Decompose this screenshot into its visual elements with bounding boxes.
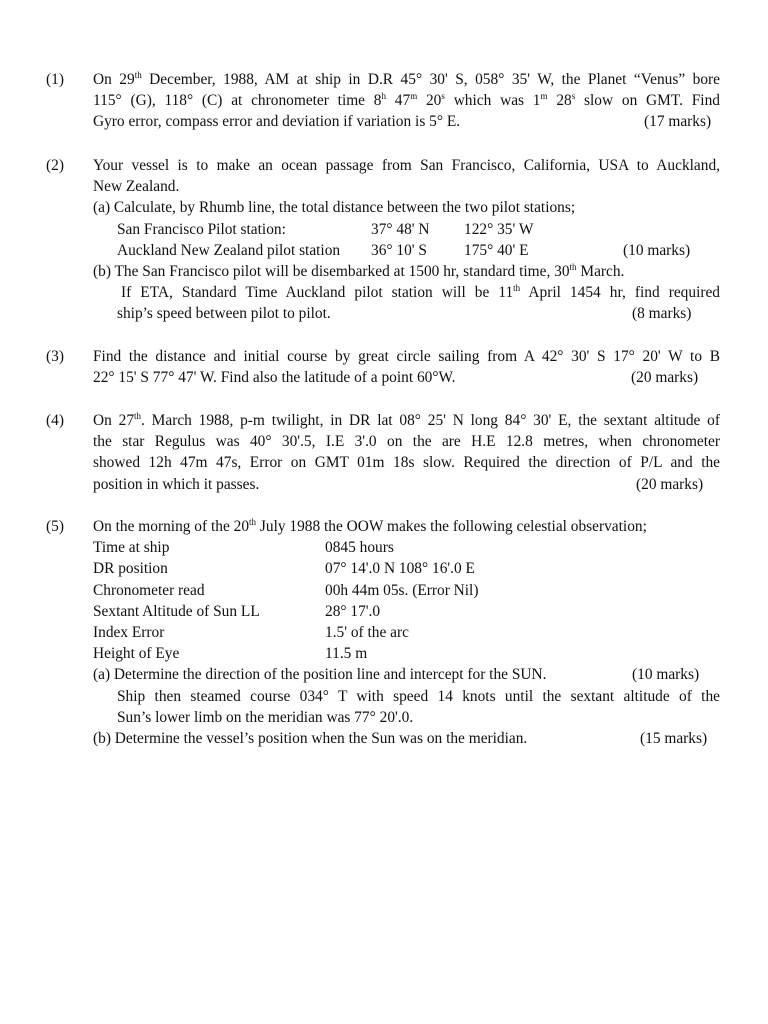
- text-line: Find the distance and initial course by great circle sailing from A 42° 30' S 17° 20' W to B: [93, 348, 720, 365]
- text-line: position in which it passes. (20 marks): [93, 474, 720, 495]
- text-line: Your vessel is to make an ocean passage from San Francisco, California, USA to Auckland,: [93, 157, 720, 174]
- text-line: 115° (G), 118° (C) at chronometer time 8$^h$ 47$^m$ 20$^s$ which was 1$^m$ 28$^s$ slow on GMT. Find: [93, 91, 720, 110]
- pilot-station-row: Auckland New Zealand pilot station 36° 10' S 175° 40' E (10 marks): [93, 240, 720, 261]
- text-line: On 29th December, 1988, AM at ship in D.R 45° 30' S, 058° 35' W, the Planet “Venus” bore: [93, 70, 720, 88]
- observation-row: Height of Eye 11.5 m: [93, 645, 368, 663]
- marks: (15 marks): [640, 729, 708, 747]
- question-number: (5): [46, 518, 64, 535]
- text-line: ship’s speed between pilot to pilot. (8 marks): [93, 303, 720, 324]
- observation-row: Time at ship 0845 hours: [93, 539, 394, 557]
- pilot-station-row: San Francisco Pilot station: 37° 48' N 122° 35' W: [117, 220, 534, 238]
- text-line: On the morning of the 20th July 1988 the OOW makes the following celestial observation;: [93, 517, 647, 535]
- observation-row: DR position 07° 14'.0 N 108° 16'.0 E: [93, 560, 475, 578]
- marks: (10 marks): [623, 241, 691, 259]
- question-text: [93, 516, 720, 749]
- question-text: [93, 410, 720, 495]
- text-line: Gyro error, compass error and deviation if variation is 5° E. (17 marks): [93, 111, 720, 132]
- marks: (17 marks): [644, 113, 712, 131]
- text-line: showed 12h 47m 47s, Error on GMT 01m 18s slow. Required the direction of P/L and the: [93, 454, 720, 472]
- text-line: the star Regulus was 40° 30'.5, I.E 3'.0 on the are H.E 12.8 metres, when chronometer: [93, 433, 720, 451]
- observation-row: Index Error 1.5' of the arc: [93, 623, 409, 641]
- text-line: 22° 15' S 77° 47' W. Find also the latitude of a point 60°W. (20 marks): [93, 367, 720, 388]
- question-number: (2): [46, 157, 64, 174]
- marks: (20 marks): [636, 475, 704, 493]
- question-number: (1): [46, 71, 64, 88]
- question-text: [93, 155, 720, 325]
- marks: (10 marks): [632, 666, 700, 684]
- question-number: (3): [46, 348, 64, 365]
- marks: (8 marks): [632, 305, 692, 323]
- text-line: New Zealand.: [93, 178, 180, 196]
- observation-row: Sextant Altitude of Sun LL 28° 17'.0: [93, 602, 381, 620]
- text-line: Ship then steamed course 034° T with speed 14 knots until the sextant altitude of the: [117, 687, 720, 705]
- question-text: [93, 69, 720, 133]
- part-b: (b) The San Francisco pilot will be disembarked at 1500 hr, standard time, 30th March.: [93, 261, 625, 280]
- part-b: (b) Determine the vessel’s position when the Sun was on the meridian. (15 marks): [93, 728, 720, 749]
- text-line: Sun’s lower limb on the meridian was 77° 20'.0.: [117, 708, 414, 726]
- observation-row: Chronometer read 00h 44m 05s. (Error Nil): [93, 581, 479, 599]
- question-text: [93, 346, 720, 388]
- marks: (20 marks): [631, 369, 699, 387]
- text-line: If ETA, Standard Time Auckland pilot station will be 11th April 1454 hr, find required: [121, 283, 720, 302]
- part-a: (a) Determine the direction of the position line and intercept for the SUN. (10 marks): [93, 664, 720, 685]
- text-line: On 27th. March 1988, p-m twilight, in DR lat 08° 25' N long 84° 30' E, the sextant altitude of: [93, 411, 720, 429]
- question-number: (4): [46, 412, 64, 429]
- part-a: (a) Calculate, by Rhumb line, the total distance between the two pilot stations;: [93, 199, 576, 217]
